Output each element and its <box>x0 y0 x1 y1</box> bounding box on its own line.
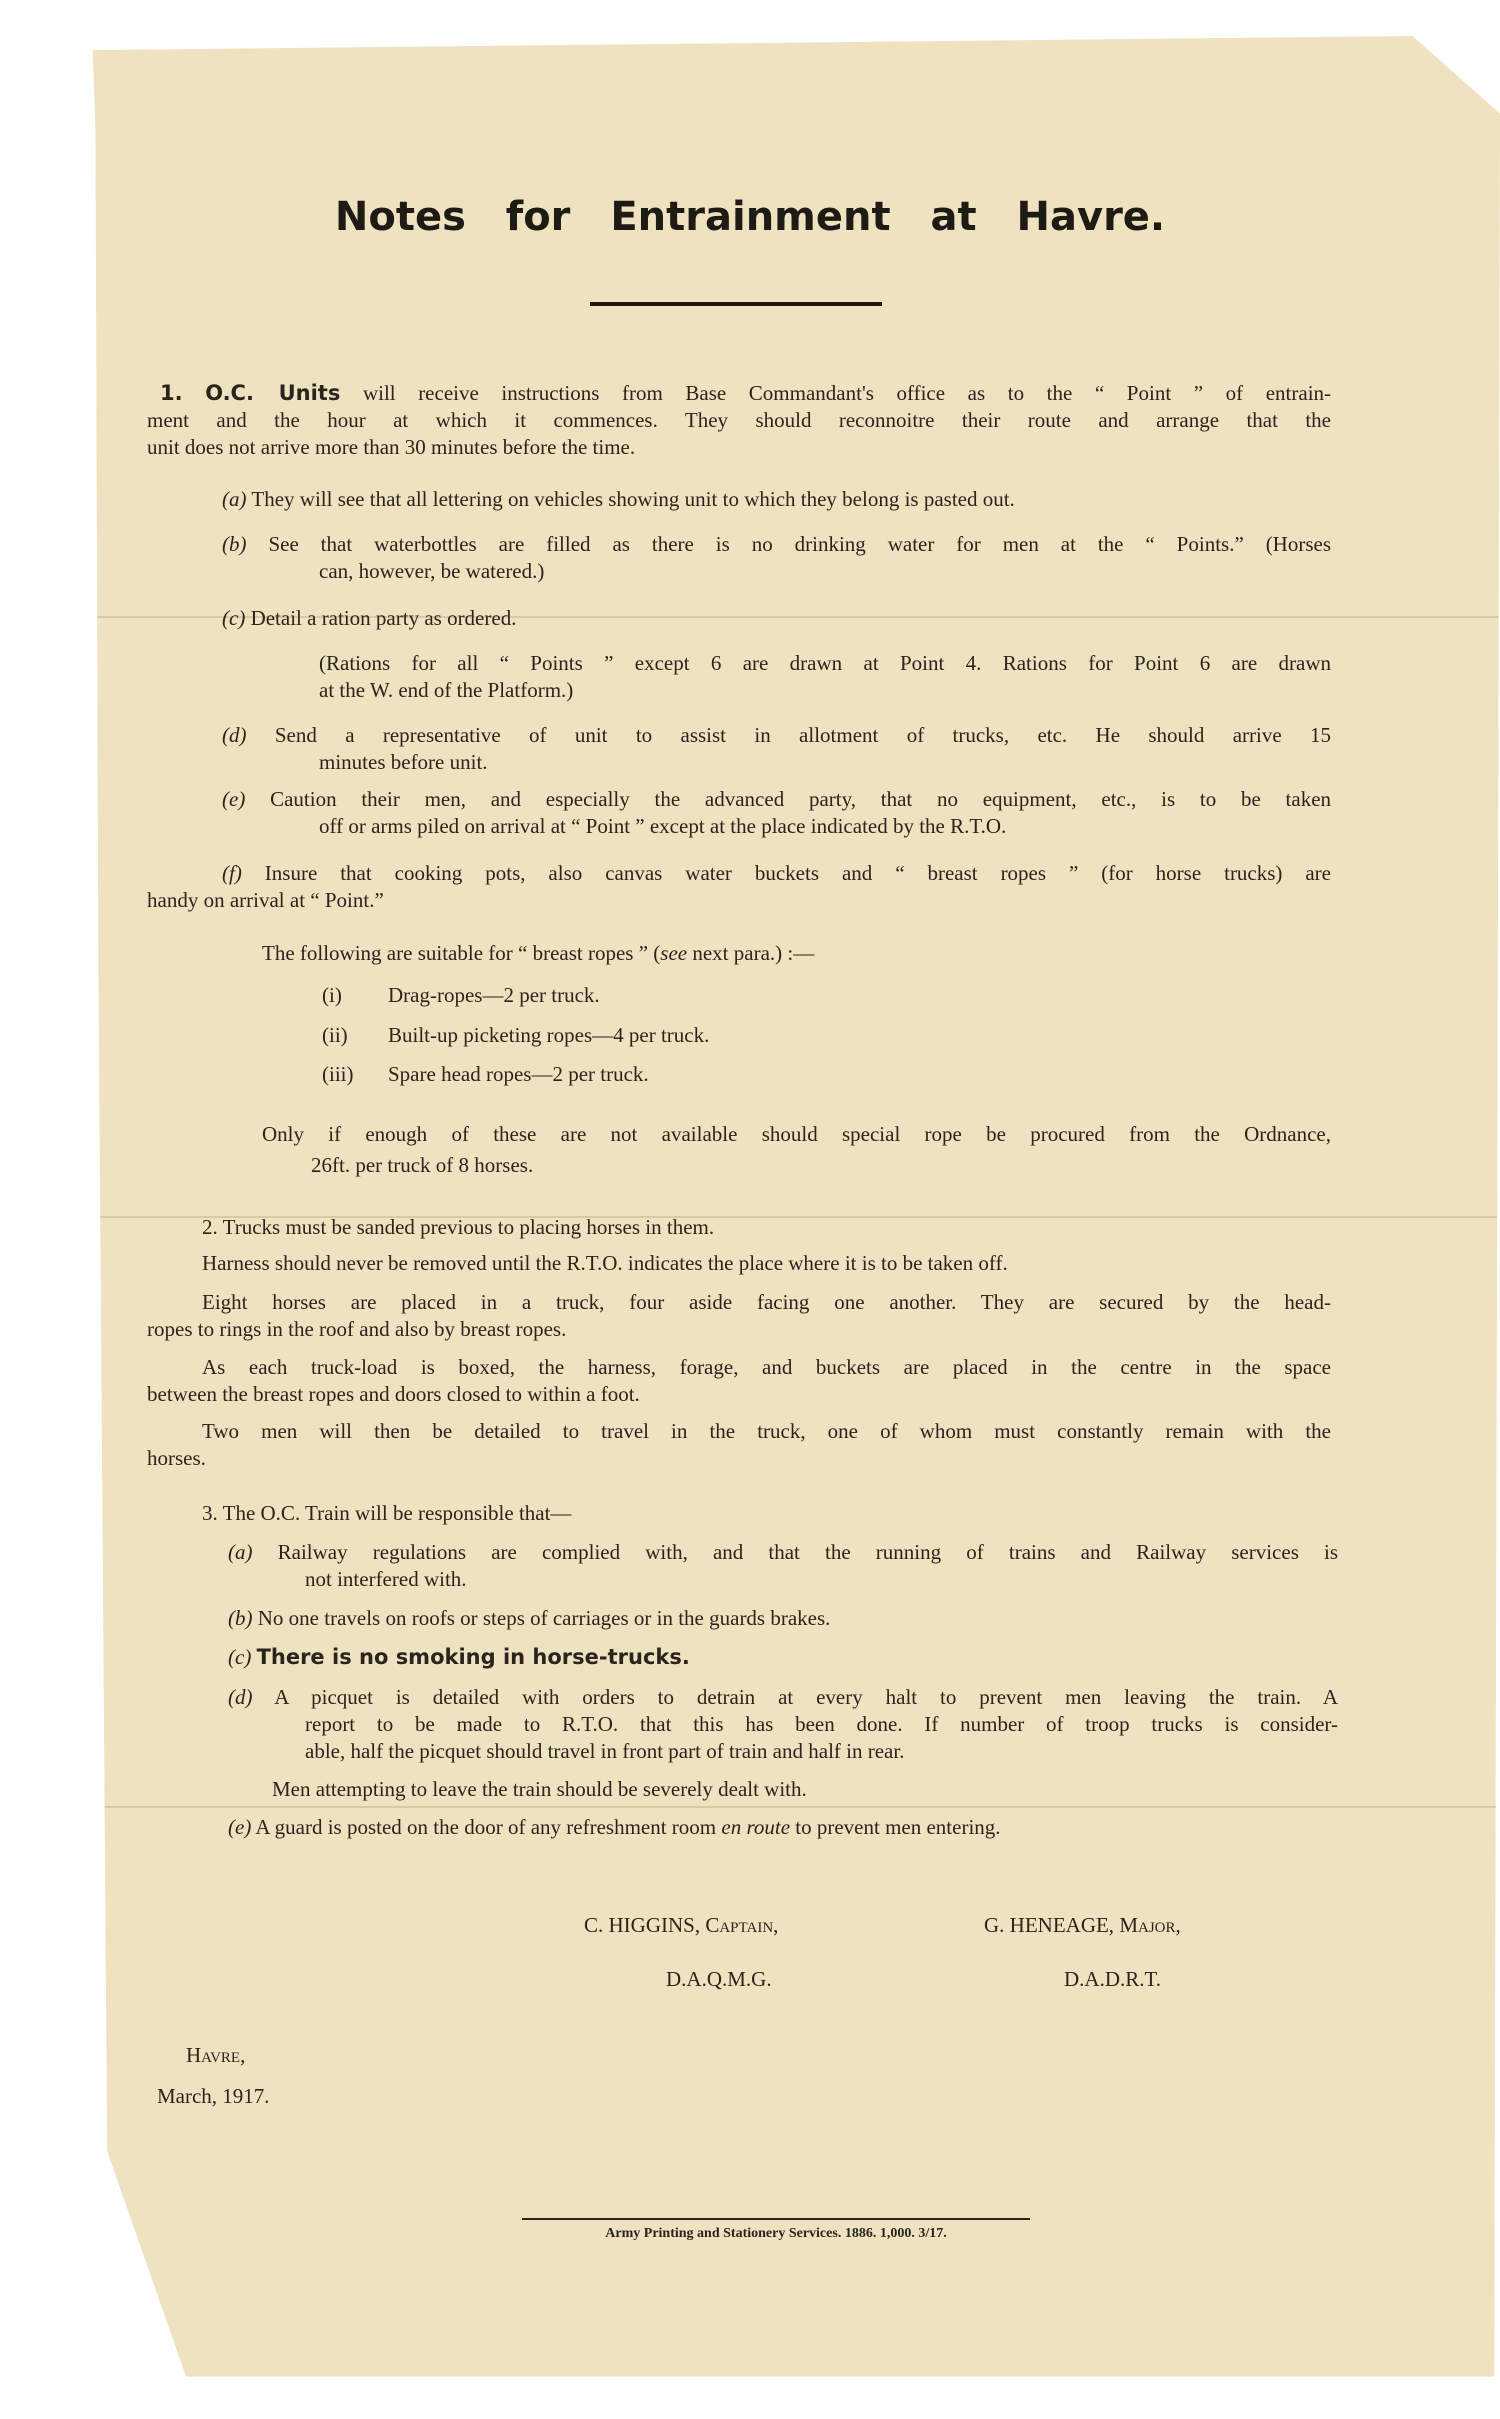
page-title: Notes for Entrainment at Havre. <box>334 194 1166 240</box>
section1-lead: O.C. Units <box>205 381 341 405</box>
signature-right-name: G. HENEAGE, Major, <box>984 1913 1181 1937</box>
fold-line-lower <box>40 1806 1500 1808</box>
item-1c: (c) Detail a ration party as ordered. <box>222 606 517 630</box>
signature-right-title: D.A.D.R.T. <box>1064 1967 1162 1991</box>
section2-p5-line2: horses. <box>147 1446 206 1470</box>
item-3c: (c) There is no smoking in horse-trucks. <box>228 1645 690 1669</box>
item-1f-line2: handy on arrival at “ Point.” <box>147 888 384 912</box>
item-1c-note1: (Rations for all “ Points ” except 6 are drawn at Point 4. Rations for Point 6 are drawn <box>319 651 1331 675</box>
item-1d-line2: minutes before unit. <box>319 750 488 774</box>
title-underline <box>590 302 882 306</box>
rope-list-num-1: (i) <box>322 983 342 1007</box>
section1-number: 1. <box>160 381 183 405</box>
rope-list-text-2: Built-up picketing ropes—4 per truck. <box>388 1023 710 1047</box>
section2-p1: 2. Trucks must be sanded previous to placing horses in them. <box>202 1215 715 1239</box>
section2-p4-line2: between the breast ropes and doors closed to within a foot. <box>147 1382 640 1406</box>
rope-list-text-1: Drag-ropes—2 per truck. <box>388 983 600 1007</box>
only-if-line1: Only if enough of these are not available should special rope be procured from the Ordnance, <box>262 1122 1331 1146</box>
item-1b-line1: (b) See that waterbottles are filled as there is no drinking water for men at the “ Points.” (Horses <box>222 532 1332 556</box>
only-if-line2: 26ft. per truck of 8 horses. <box>311 1153 534 1177</box>
rope-list-num-3: (iii) <box>322 1062 354 1086</box>
item-3b: (b) No one travels on roofs or steps of carriages or in the guards brakes. <box>228 1606 831 1630</box>
section1-line3: unit does not arrive more than 30 minutes before the time. <box>147 435 636 459</box>
section2-p2: Harness should never be removed until the R.T.O. indicates the place where it is to be taken off. <box>202 1251 1008 1275</box>
item-3e: (e) A guard is posted on the door of any refreshment room en route to prevent men entering. <box>228 1815 1001 1839</box>
section1-line1 <box>160 380 1331 407</box>
printer-imprint: Army Printing and Stationery Services. 1886. 1,000. 3/17. <box>605 2226 947 2241</box>
section3-intro: 3. The O.C. Train will be responsible that— <box>202 1501 572 1525</box>
signature-left-name: C. HIGGINS, Captain, <box>584 1913 779 1937</box>
suitable-intro: The following are suitable for “ breast ropes ” (see next para.) :— <box>262 941 815 965</box>
item-3a-line2: not interfered with. <box>305 1567 467 1591</box>
item-1c-note2: at the W. end of the Platform.) <box>319 678 574 702</box>
item-1d-line1: (d) Send a representative of unit to assist in allotment of trucks, etc. He should arrive 15 <box>222 723 1332 747</box>
section1-line1-rest: will receive instructions from Base Commandant's office as to the “ Point ” of entrain- <box>362 381 1332 405</box>
section1-line2: ment and the hour at which it commences. They should reconnoitre their route and arrange that the <box>147 408 1331 432</box>
item-3d-line1: (d) A picquet is detailed with orders to detrain at every halt to prevent men leaving the train. A <box>228 1685 1339 1709</box>
section2-p5-line1: Two men will then be detailed to travel in the truck, one of whom must constantly remain with the <box>202 1419 1331 1443</box>
section2-p4-line1: As each truck-load is boxed, the harness, forage, and buckets are placed in the centre in the space <box>202 1355 1331 1379</box>
date-line: March, 1917. <box>157 2084 270 2108</box>
section2-p3-line1: Eight horses are placed in a truck, four aside facing one another. They are secured by the head- <box>202 1290 1331 1314</box>
rope-list-text-3: Spare head ropes—2 per truck. <box>388 1062 649 1086</box>
item-3a-line1: (a) Railway regulations are complied with, and that the running of trains and Railway services is <box>228 1540 1339 1564</box>
item-1a: (a) They will see that all lettering on vehicles showing unit to which they belong is pasted out. <box>222 487 1015 511</box>
item-3d-line3: able, half the picquet should travel in front part of train and half in rear. <box>305 1739 905 1763</box>
section3-men-line: Men attempting to leave the train should be severely dealt with. <box>272 1777 807 1801</box>
item-3d-line2: report to be made to R.T.O. that this has been done. If number of troop trucks is consider- <box>305 1712 1338 1736</box>
item-1e-line1: (e) Caution their men, and especially the advanced party, that no equipment, etc., is to be taken <box>222 787 1332 811</box>
footer-rule <box>522 2218 1030 2220</box>
item-1b-line2: can, however, be watered.) <box>319 559 545 583</box>
place-line: Havre, <box>186 2043 246 2067</box>
rope-list-num-2: (ii) <box>322 1023 348 1047</box>
item-1f-line1: (f) Insure that cooking pots, also canvas water buckets and “ breast ropes ” (for horse trucks) are <box>222 861 1332 885</box>
item-1e-line2: off or arms piled on arrival at “ Point ” except at the place indicated by the R.T.O. <box>319 814 1007 838</box>
signature-left-title: D.A.Q.M.G. <box>666 1967 772 1991</box>
section2-p3-line2: ropes to rings in the roof and also by breast ropes. <box>147 1317 567 1341</box>
